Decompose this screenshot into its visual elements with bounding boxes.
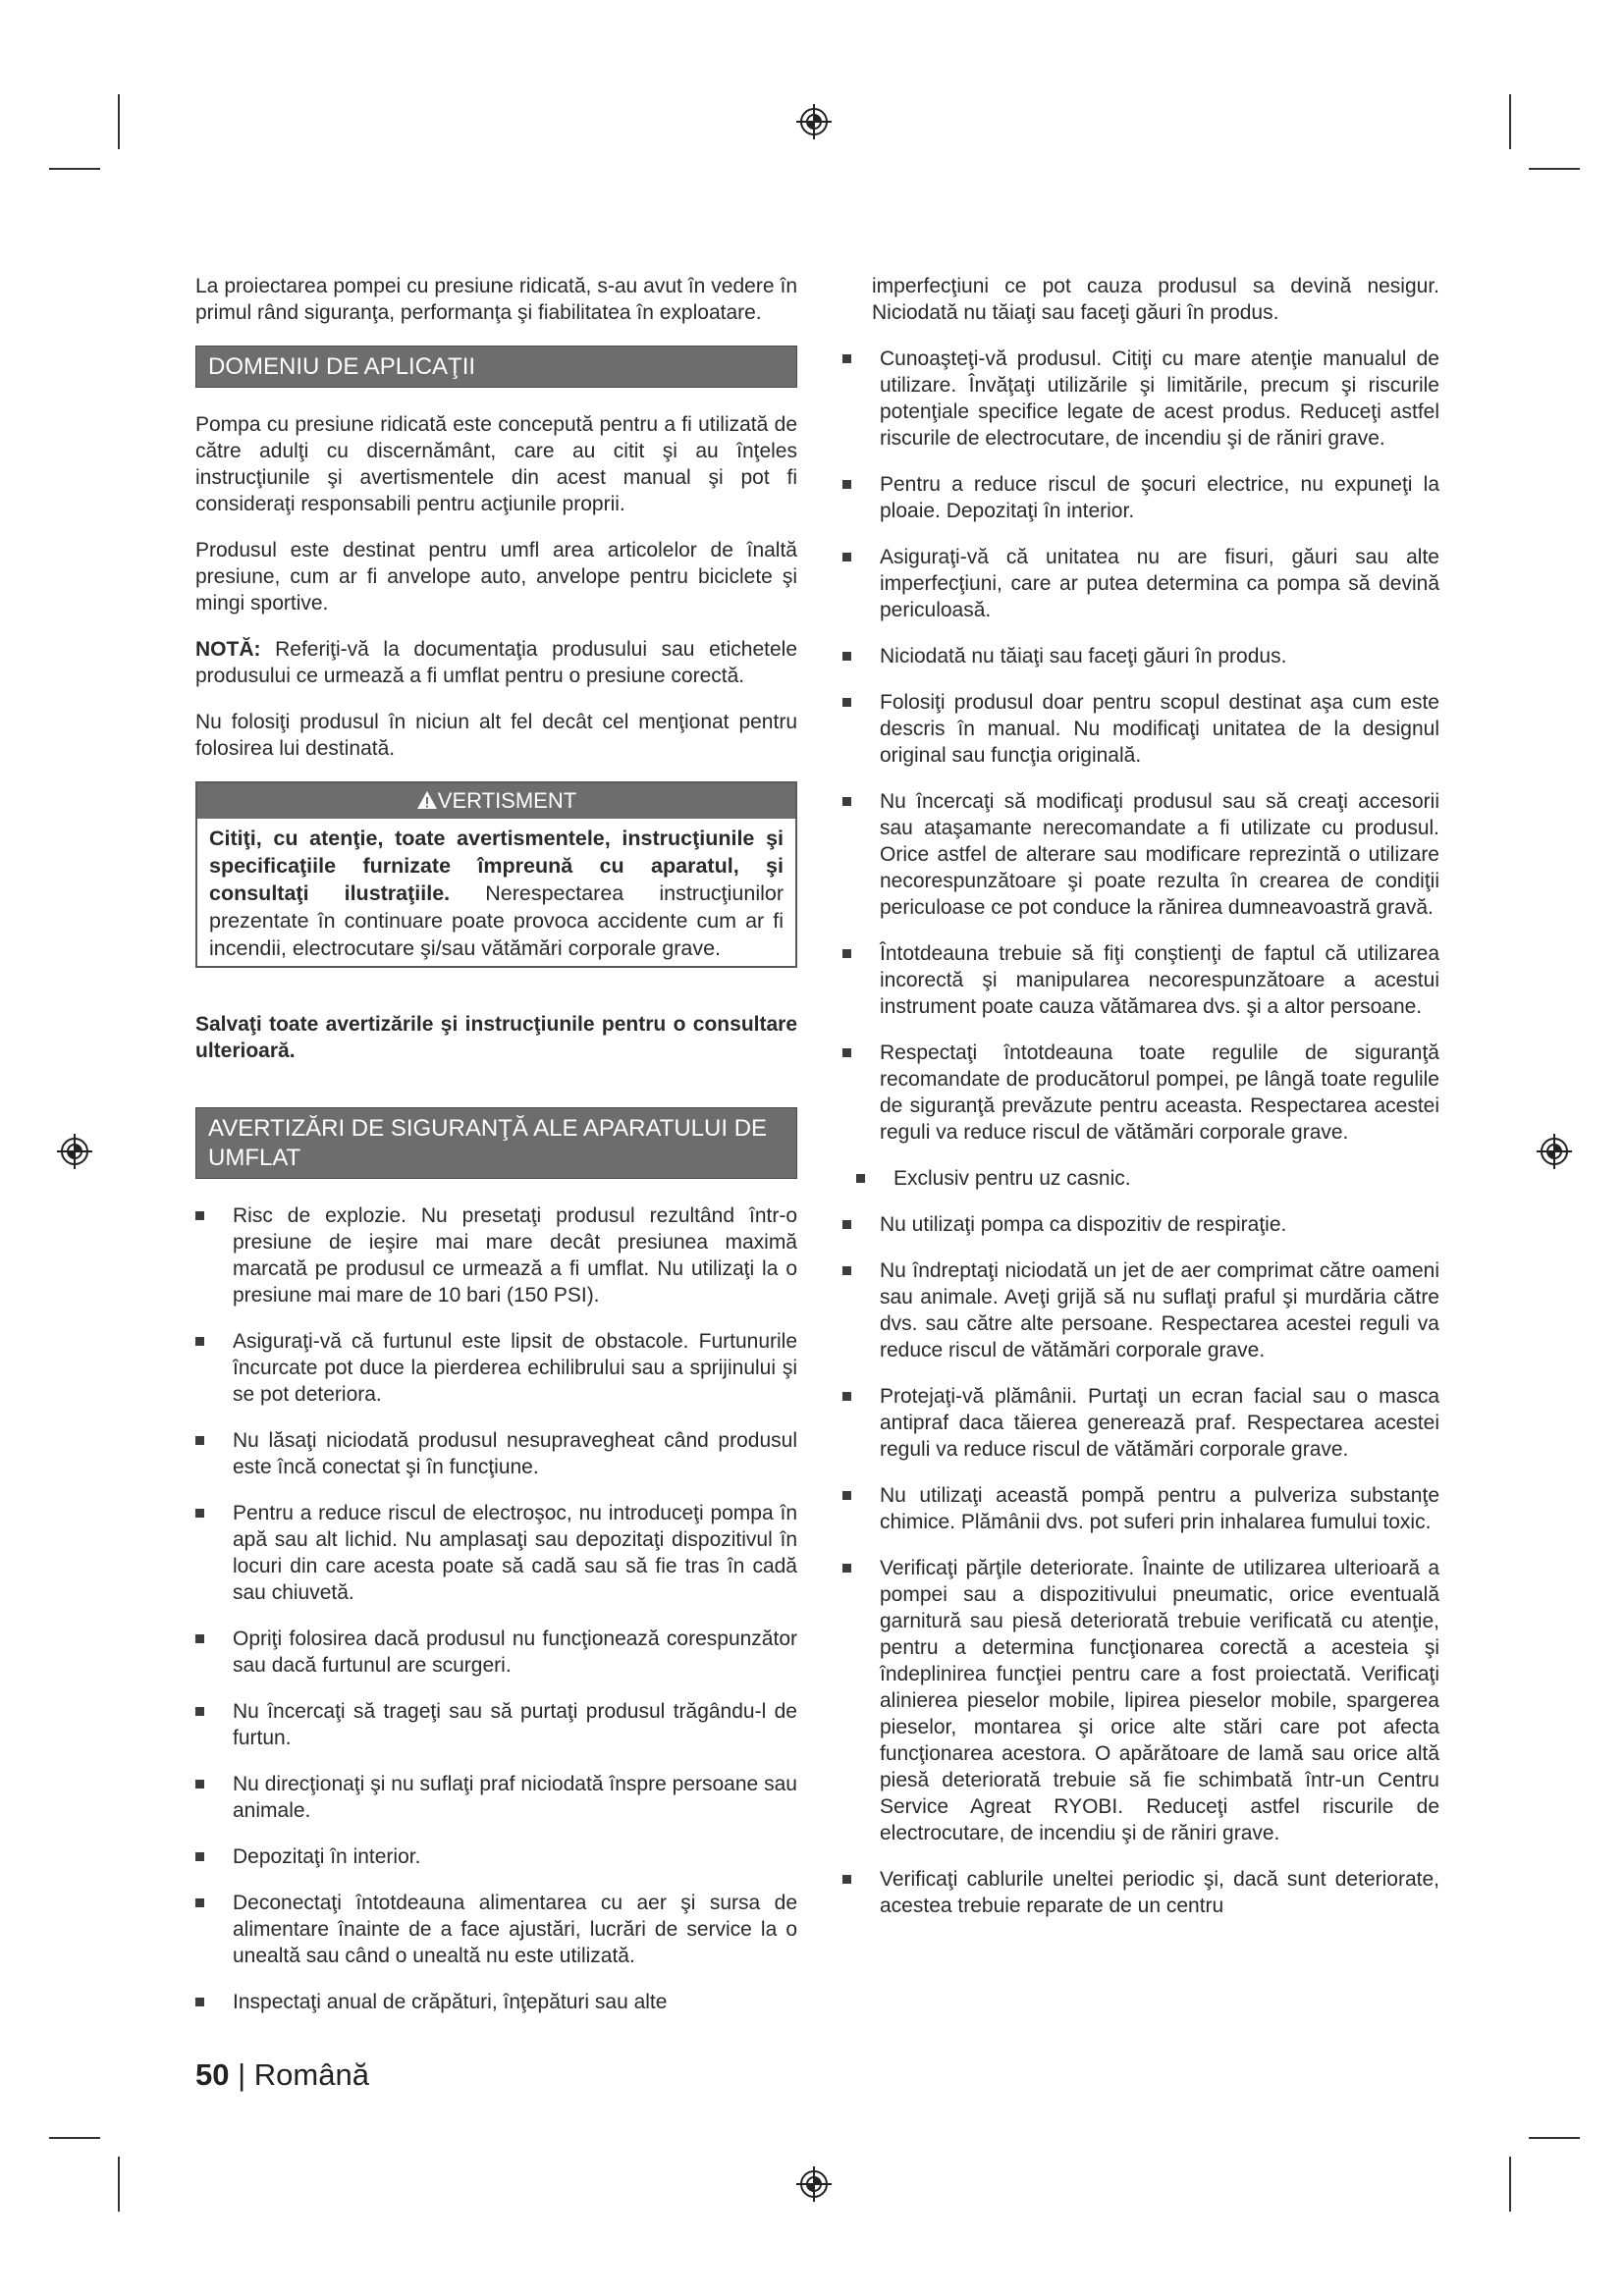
- registration-mark-icon: [1535, 1132, 1574, 1171]
- bullet-square-icon: [195, 1509, 204, 1518]
- paragraph: Pompa cu presiune ridicată este concepută pentru a fi utilizată de către adulţi cu discernământ, care au citit şi au înţeles instrucţiunile şi avertismentele din acest manual şi pot fi consideraţi responsabili pentru acţiunile proprii.: [195, 413, 797, 515]
- bullet-square-icon: [195, 1707, 204, 1716]
- registration-mark-icon: [794, 2164, 834, 2204]
- list-item: Întotdeauna trebuie să fiţi conştienţi de faptul că utilizarea incorectă şi manipularea necorespunzătoare a acestui instrument poate cauza vătămarea dvs. şi a altor persoane.: [842, 940, 1439, 1020]
- list-item: Exclusiv pentru uz casnic.: [842, 1165, 1439, 1192]
- bullet-square-icon: [842, 1875, 851, 1884]
- section-heading-domain: DOMENIU DE APLICAŢII: [195, 346, 797, 388]
- bullet-square-icon: [842, 1220, 851, 1229]
- footer-language: Română: [253, 2057, 369, 2092]
- intro-paragraph: La proiectarea pompei cu presiune ridicată, s-au avut în vedere în primul rând siguranţa, performanţa şi fiabilitatea în exploatare.: [195, 275, 797, 324]
- list-item: Pentru a reduce riscul de electroşoc, nu introduceţi pompa în apă sau alt lichid. Nu amplasaţi sau depozitaţi dispozitivul în locuri din care acesta poate să cadă sau să fie tras în cadă sau chiuvetă.: [195, 1500, 797, 1606]
- bullet-square-icon: [842, 480, 851, 489]
- page-number: 50: [195, 2057, 230, 2092]
- bullet-square-icon: [842, 652, 851, 661]
- safety-list-left: [195, 1202, 797, 2015]
- page-footer: [195, 2057, 369, 2093]
- bullet-square-icon: [842, 354, 851, 363]
- list-item: Pentru a reduce riscul de şocuri electrice, nu expuneţi la ploaie. Depozitaţi în interior.: [842, 471, 1439, 524]
- list-item: Asiguraţi-vă că furtunul este lipsit de obstacole. Furtunurile încurcate pot duce la pierderea echilibrului sau a sprijinului şi se pot deteriora.: [195, 1328, 797, 1408]
- list-item: Deconectaţi întotdeauna alimentarea cu aer şi sursa de alimentare înainte de a face ajustări, lucrări de service la o unealtă sau când o unealtă nu este utilizată.: [195, 1890, 797, 1969]
- list-item: Nu încercaţi să trageţi sau să purtaţi produsul trăgându-l de furtun.: [195, 1698, 797, 1751]
- list-item: Depozitaţi în interior.: [195, 1843, 797, 1870]
- footer-separator: |: [229, 2057, 254, 2092]
- bullet-square-icon: [842, 1048, 851, 1057]
- bullet-square-icon: [842, 553, 851, 561]
- list-item: Nu direcţionaţi şi nu suflaţi praf niciodată înspre persoane sau animale.: [195, 1771, 797, 1824]
- bullet-square-icon: [842, 949, 851, 958]
- left-column: [195, 273, 797, 2035]
- warning-header: [197, 783, 795, 819]
- note-text: Referiţi-vă la documentaţia produsului sau etichetele produsului ce urmează a fi umflat pentru o presiune corectă.: [195, 638, 797, 687]
- warning-bold-text: Citiţi, cu atenţie, toate avertismentele, instrucţiunile şi specificaţiile furnizate împreună cu aparatul, şi consultaţi ilustraţiile.: [209, 827, 784, 905]
- crop-mark: [49, 2137, 100, 2139]
- section-heading-safety: AVERTIZĂRI DE SIGURANŢĂ ALE APARATULUI DE UMFLAT: [195, 1107, 797, 1179]
- bullet-square-icon: [842, 698, 851, 707]
- crop-mark: [49, 168, 100, 170]
- list-item: Risc de explozie. Nu presetaţi produsul rezultând într-o presiune de ieşire mai mare decât presiunea maximă marcată pe produsul ce urmează a fi umflat. Nu utilizaţi la o presiune mai mare de 10 bari (150 PSI).: [195, 1202, 797, 1308]
- bullet-square-icon: [842, 1491, 851, 1500]
- save-instructions-note: Salvaţi toate avertizările şi instrucţiunile pentru o consultare ulterioară.: [195, 1013, 797, 1062]
- list-item: Niciodată nu tăiaţi sau faceţi găuri în produs.: [842, 643, 1439, 669]
- list-item: Asiguraţi-vă că unitatea nu are fisuri, găuri sau alte imperfecţiuni, care ar putea determina ca pompa să devină periculoasă.: [842, 544, 1439, 623]
- paragraph: Produsul este destinat pentru umfl area articolelor de înaltă presiune, cum ar fi anvelope auto, anvelope pentru biciclete şi mingi sportive.: [195, 539, 797, 614]
- list-item: Respectaţi întotdeauna toate regulile de siguranţă recomandate de producătorul pompei, pe lângă toate regulile de siguranţă prevăzute pentru aceasta. Respectarea acestei reguli va reduce riscul de vătămări corporale grave.: [842, 1040, 1439, 1146]
- crop-mark: [1509, 94, 1511, 149]
- list-item: Cunoaşteţi-vă produsul. Citiţi cu mare atenţie manualul de utilizare. Învăţaţi utilizările şi limitările, precum şi riscurile potenţiale specifice legate de acest produs. Reduceţi astfel riscurile de electrocutare, de incendiu şi de răniri grave.: [842, 346, 1439, 452]
- warning-box: [195, 781, 797, 968]
- list-item: Nu îndreptaţi niciodată un jet de aer comprimat către oameni sau animale. Aveţi grijă să nu suflaţi praful şi murdăria către dvs. sau către alte persoane. Respectarea acestei reguli va reduce riscul de vătămări corporale grave.: [842, 1257, 1439, 1363]
- paragraph: Nu folosiţi produsul în niciun alt fel decât cel menţionat pentru folosirea lui destinată.: [195, 711, 797, 760]
- right-column: [842, 273, 1439, 1939]
- crop-mark: [1509, 2157, 1511, 2212]
- bullet-square-icon: [195, 1898, 204, 1907]
- registration-mark-icon: [55, 1132, 94, 1171]
- bullet-square-icon: [195, 1998, 204, 2006]
- crop-mark: [1529, 168, 1580, 170]
- list-item: Nu utilizaţi pompa ca dispozitiv de respiraţie.: [842, 1211, 1439, 1238]
- list-item: Inspectaţi anual de crăpături, înţepături sau alte: [195, 1989, 797, 2015]
- list-item: Verificaţi părţile deteriorate. Înainte de utilizarea ulterioară a pompei sau a dispozitivului pneumatic, orice eventuală garnitură sau piesă deteriorată trebuie verificată cu atenţie, pentru a determina funcţionarea corectă a acesteia şi îndeplinirea funcţiei pentru care a fost proiectată. Verificaţi alinierea pieselor mobile, lipirea pieselor mobile, spargerea pieselor, montarea şi orice alte stări care pot afecta funcţionarea acestora. O apărătoare de lamă sau orice altă piesă deteriorată trebuie să fie schimbată într-un Centru Service Agreat RYOBI. Reduceţi astfel riscurile de electrocutare, de incendiu şi de răniri grave.: [842, 1555, 1439, 1846]
- warning-text: Nerespectarea instrucţiunilor prezentate în continuare poate provoca accidente cum ar fi incendii, electrocutare şi/sau vătămări corporale grave.: [209, 881, 784, 960]
- registration-mark-icon: [794, 102, 834, 141]
- note-paragraph: [195, 636, 797, 689]
- bullet-square-icon: [842, 1564, 851, 1573]
- list-item: Nu utilizaţi această pompă pentru a pulveriza substanţe chimice. Plămânii dvs. pot suferi prin inhalarea fumului toxic.: [842, 1482, 1439, 1535]
- bullet-square-icon: [195, 1211, 204, 1220]
- note-label: NOTĂ:: [195, 638, 261, 661]
- crop-mark: [1529, 2137, 1580, 2139]
- bullet-square-icon: [856, 1174, 865, 1183]
- bullet-square-icon: [842, 797, 851, 806]
- warning-triangle-icon: [416, 790, 438, 810]
- list-item: Verificaţi cablurile uneltei periodic şi, dacă sunt deteriorate, acestea trebuie reparate de un centru: [842, 1866, 1439, 1919]
- bullet-square-icon: [195, 1780, 204, 1789]
- bullet-square-icon: [842, 1266, 851, 1275]
- list-item: Nu lăsaţi niciodată produsul nesupravegheat când produsul este încă conectat şi în funcţiune.: [195, 1427, 797, 1480]
- continuation-text: imperfecţiuni ce pot cauza produsul sa devină nesigur. Niciodată nu tăiaţi sau faceţi găuri în produs.: [872, 275, 1439, 324]
- bullet-square-icon: [195, 1634, 204, 1643]
- crop-mark: [118, 2157, 120, 2212]
- bullet-square-icon: [195, 1436, 204, 1445]
- bullet-square-icon: [195, 1852, 204, 1861]
- list-item: Protejaţi-vă plămânii. Purtaţi un ecran facial sau o masca antipraf daca tăierea generează praf. Respectarea acestei reguli va reduce riscul de vătămări corporale grave.: [842, 1383, 1439, 1463]
- crop-mark: [118, 94, 120, 149]
- list-item: Nu încercaţi să modificaţi produsul sau să creaţi accesorii sau ataşamante nerecomandate a fi utilizate cu produsul. Orice astfel de alterare sau modificare reprezintă o utilizare necorespunzătoare şi poate rezulta în crearea de condiţii periculoase ce pot conduce la rănirea dumneavoastră gravă.: [842, 788, 1439, 921]
- warning-body: [197, 819, 795, 966]
- list-item: Opriţi folosirea dacă produsul nu funcţionează corespunzător sau dacă furtunul are scurgeri.: [195, 1626, 797, 1679]
- bullet-square-icon: [842, 1392, 851, 1401]
- bullet-square-icon: [195, 1337, 204, 1346]
- list-item: Folosiţi produsul doar pentru scopul destinat aşa cum este descris în manual. Nu modificaţi unitatea de la designul original sau funcţia originală.: [842, 689, 1439, 769]
- safety-list-right: [842, 346, 1439, 1919]
- warning-title: VERTISMENT: [437, 788, 577, 813]
